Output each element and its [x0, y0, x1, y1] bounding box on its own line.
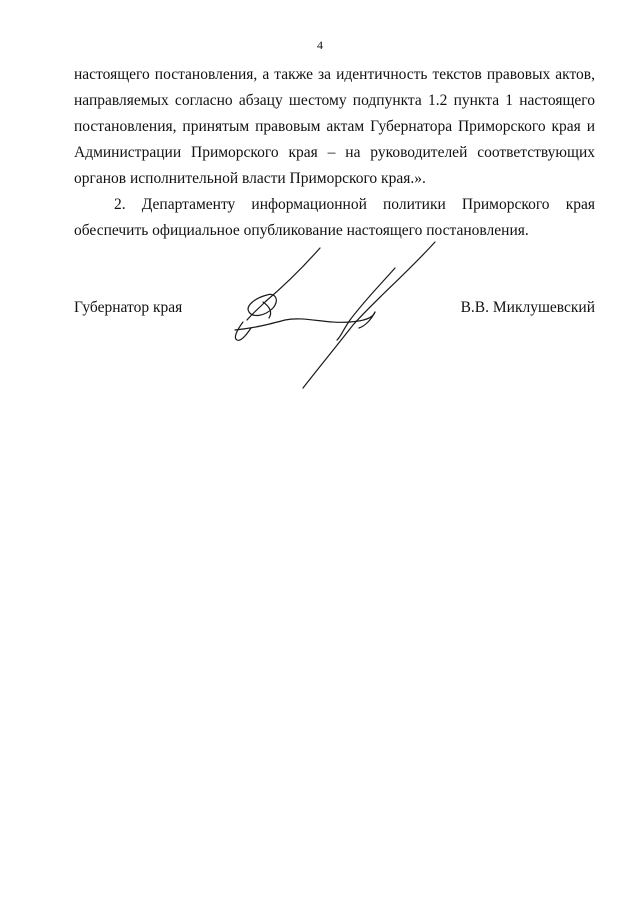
text-line: настоящего постановления, а также за идентичность текстов правовых актов, [74, 66, 595, 83]
text-line: Администрации Приморского края – на руководителей соответствующих [74, 144, 595, 161]
text-line: направляемых согласно абзацу шестому подпункта 1.2 пункта 1 настоящего [74, 92, 595, 109]
document-body [74, 62, 595, 244]
signatory-role: Губернатор края [74, 299, 183, 316]
page-number: 4 [317, 38, 323, 52]
text-line: постановления, принятым правовым актам Губернатора Приморского края и [74, 118, 595, 135]
text-line: обеспечить официальное опубликование настоящего постановления. [74, 222, 529, 239]
paragraph-continuation [74, 62, 595, 192]
text-line: органов исполнительной власти Приморского края.». [74, 170, 426, 187]
handwritten-signature [225, 240, 445, 390]
signatory-name: В.В. Миклушевский [460, 299, 595, 316]
paragraph-item-2 [74, 192, 595, 244]
text-line: 2. Департаменту информационной политики Приморского края [114, 196, 595, 213]
